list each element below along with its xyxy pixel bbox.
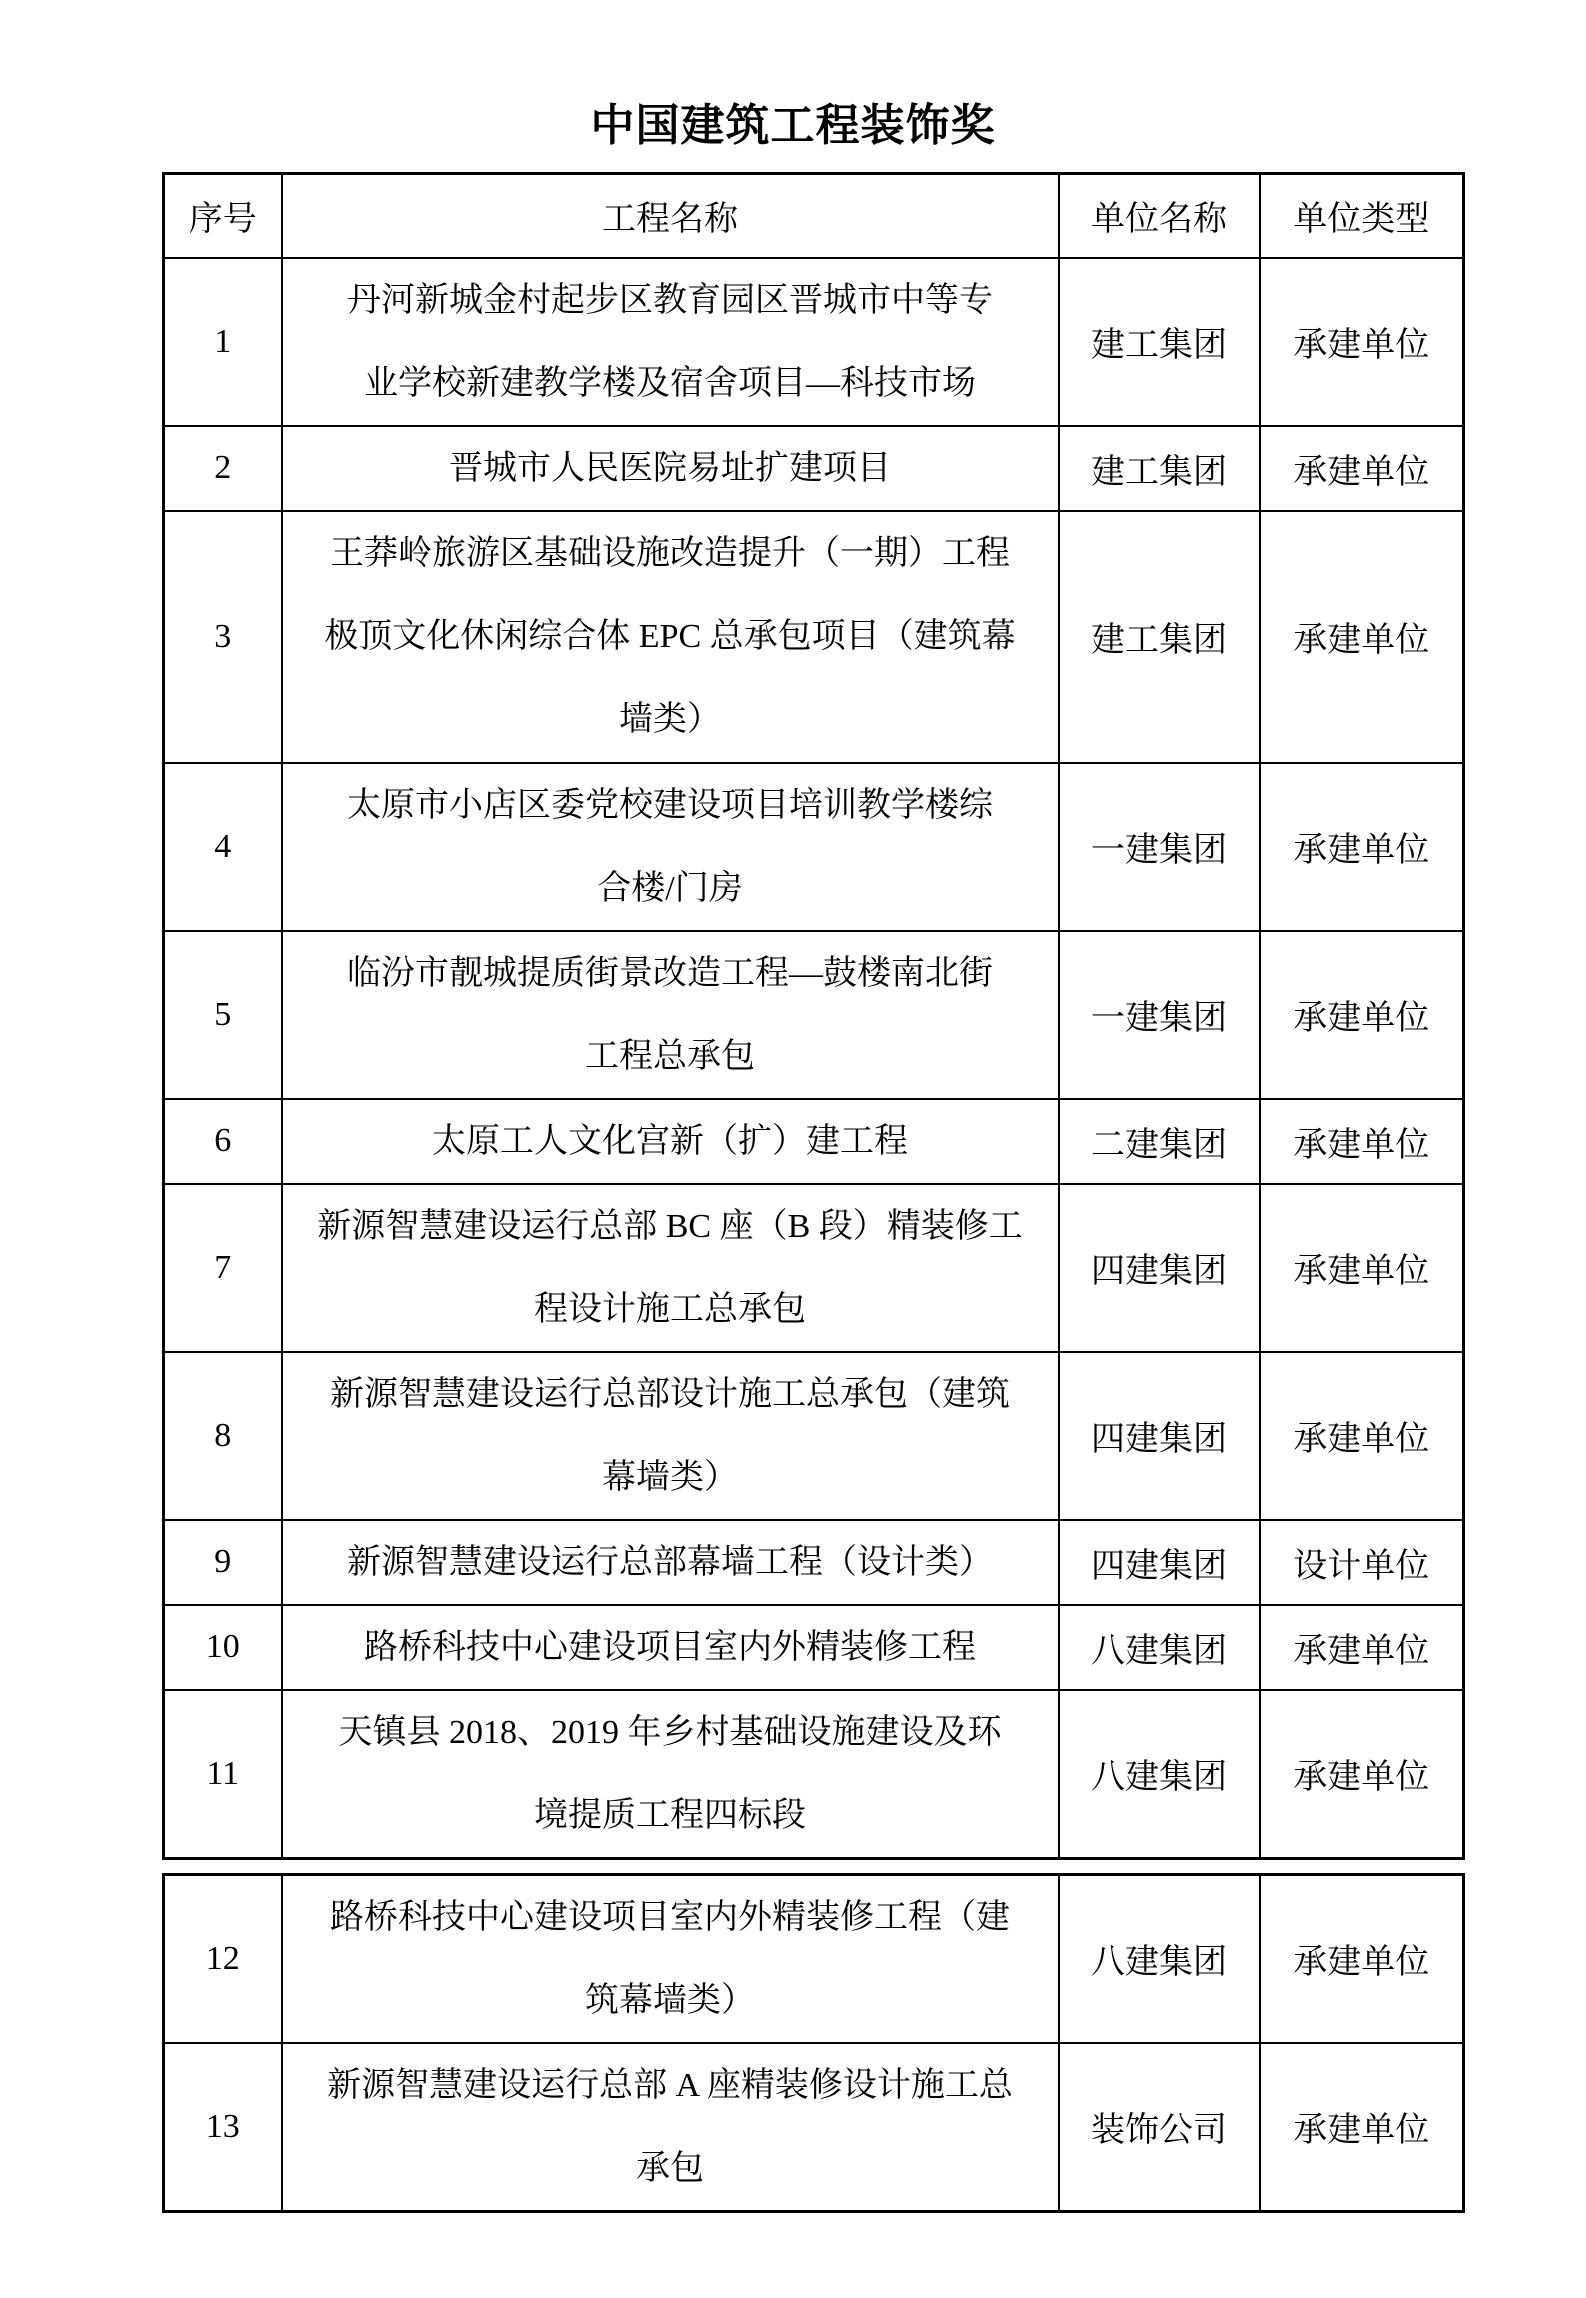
unit-name-cell: 四建集团	[1059, 1184, 1260, 1352]
row-index: 1	[214, 322, 232, 360]
project-name-cell	[282, 426, 1059, 511]
project-name-line: 晋城市人民医院易址扩建项目	[449, 449, 891, 487]
unit-name-cell: 建工集团	[1059, 258, 1260, 426]
unit-type-cell: 承建单位	[1260, 511, 1464, 763]
project-name-line: 墙类）	[619, 701, 721, 738]
row-index: 11	[206, 1754, 240, 1792]
unit-name-cell: 八建集团	[1059, 1605, 1260, 1690]
unit-name-cell: 四建集团	[1059, 1520, 1260, 1605]
project-name-line: 承包	[636, 2149, 704, 2187]
unit-name-cell: 一建集团	[1059, 931, 1260, 1099]
row-index-cell	[164, 931, 282, 1099]
table-row	[164, 1605, 1464, 1690]
awards-table-part-2	[162, 1873, 1465, 2213]
page-title: 中国建筑工程装饰奖	[590, 100, 996, 151]
table-row	[164, 258, 1464, 426]
row-index: 12	[205, 1939, 240, 1977]
table-body-part-1	[164, 258, 1464, 1859]
unit-type-cell: 承建单位	[1260, 1690, 1464, 1859]
project-name-line: 路桥科技中心建设项目室内外精装修工程	[364, 1628, 976, 1666]
row-index-cell	[164, 1605, 282, 1690]
unit-name-cell: 二建集团	[1059, 1099, 1260, 1184]
row-index-cell	[164, 1099, 282, 1184]
project-name-line: 新源智慧建设运行总部幕墙工程（设计类）	[347, 1543, 993, 1581]
project-name-cell	[282, 1099, 1059, 1184]
project-name-line: 境提质工程四标段	[534, 1796, 806, 1834]
row-index: 8	[214, 1416, 232, 1454]
header-cell-index: 序号	[164, 174, 282, 258]
project-name-cell	[282, 1520, 1059, 1605]
unit-type-cell: 承建单位	[1260, 1099, 1464, 1184]
table-row	[164, 1874, 1464, 2043]
row-index-cell	[164, 1184, 282, 1352]
unit-type-cell: 承建单位	[1260, 1184, 1464, 1352]
project-name-cell	[282, 763, 1059, 931]
table-row	[164, 1352, 1464, 1520]
unit-type-cell: 承建单位	[1260, 763, 1464, 931]
row-index: 3	[214, 617, 232, 655]
project-name-line: 新源智慧建设运行总部设计施工总承包（建筑	[330, 1375, 1010, 1413]
project-name-cell	[282, 1184, 1059, 1352]
unit-type-cell: 承建单位	[1260, 258, 1464, 426]
project-name-line: 新源智慧建设运行总部 BC 座（B 段）精装修工	[317, 1207, 1023, 1245]
project-name-cell	[282, 931, 1059, 1099]
row-index-cell	[164, 1352, 282, 1520]
row-index-cell	[164, 1874, 282, 2043]
project-name-line: 程设计施工总承包	[534, 1290, 806, 1328]
project-name-line: 新源智慧建设运行总部 A 座精装修设计施工总	[327, 2066, 1013, 2104]
unit-type-cell: 承建单位	[1260, 931, 1464, 1099]
project-name-line: 丹河新城金村起步区教育园区晋城市中等专	[347, 281, 993, 319]
table-row	[164, 511, 1464, 763]
row-index: 13	[205, 2107, 240, 2145]
project-name-line: 合楼/门房	[597, 869, 743, 907]
project-name-line: 幕墙类）	[602, 1458, 738, 1496]
unit-name-cell: 八建集团	[1059, 1690, 1260, 1859]
project-name-cell	[282, 511, 1059, 763]
row-index: 4	[214, 827, 232, 865]
row-index: 7	[214, 1248, 232, 1286]
row-index: 5	[214, 995, 232, 1033]
project-name-cell	[282, 1690, 1059, 1859]
project-name-cell	[282, 1352, 1059, 1520]
table-row	[164, 1690, 1464, 1859]
project-name-cell	[282, 258, 1059, 426]
project-name-line: 筑幕墙类）	[585, 1981, 755, 2019]
unit-type-cell: 设计单位	[1260, 1520, 1464, 1605]
header-cell-unit-name: 单位名称	[1059, 174, 1260, 258]
row-index-cell	[164, 1690, 282, 1859]
project-name-line: 路桥科技中心建设项目室内外精装修工程（建	[330, 1898, 1010, 1936]
project-name-line: 业学校新建教学楼及宿舍项目—科技市场	[364, 364, 976, 402]
table-row	[164, 931, 1464, 1099]
row-index-cell	[164, 258, 282, 426]
header-cell-project-name: 工程名称	[282, 174, 1059, 258]
project-name-line: 极顶文化休闲综合体 EPC 总承包项目（建筑幕	[324, 618, 1016, 655]
unit-name-cell: 建工集团	[1059, 426, 1260, 511]
table-row	[164, 1184, 1464, 1352]
project-name-line: 天镇县 2018、2019 年乡村基础设施建设及环	[338, 1713, 1002, 1751]
row-index: 10	[205, 1628, 240, 1665]
unit-type-cell: 承建单位	[1260, 1605, 1464, 1690]
unit-name-cell: 建工集团	[1059, 511, 1260, 763]
table-row	[164, 763, 1464, 931]
row-index-cell	[164, 2043, 282, 2212]
awards-table-part-1	[162, 172, 1465, 1860]
unit-type-cell: 承建单位	[1260, 1352, 1464, 1520]
project-name-line: 太原工人文化宫新（扩）建工程	[432, 1122, 908, 1160]
unit-name-cell: 装饰公司	[1059, 2043, 1260, 2212]
row-index-cell	[164, 511, 282, 763]
project-name-line: 太原市小店区委党校建设项目培训教学楼综	[347, 786, 993, 824]
table-body-part-2	[164, 1874, 1464, 2211]
unit-name-cell: 四建集团	[1059, 1352, 1260, 1520]
unit-type-cell: 承建单位	[1260, 426, 1464, 511]
row-index: 9	[214, 1543, 232, 1580]
project-name-cell	[282, 1874, 1059, 2043]
project-name-line: 王莽岭旅游区基础设施改造提升（一期）工程	[330, 535, 1010, 572]
unit-type-cell: 承建单位	[1260, 1874, 1464, 2043]
table-header-row	[164, 174, 1464, 258]
unit-name-cell: 一建集团	[1059, 763, 1260, 931]
project-name-line: 临汾市靓城提质街景改造工程—鼓楼南北街	[347, 954, 993, 992]
row-index: 6	[214, 1122, 232, 1159]
unit-type-cell: 承建单位	[1260, 2043, 1464, 2212]
row-index-cell	[164, 426, 282, 511]
project-name-cell	[282, 1605, 1059, 1690]
project-name-cell	[282, 2043, 1059, 2212]
table-row	[164, 426, 1464, 511]
project-name-line: 工程总承包	[585, 1037, 755, 1075]
table-row	[164, 1099, 1464, 1184]
unit-name-cell: 八建集团	[1059, 1874, 1260, 2043]
table-row	[164, 1520, 1464, 1605]
row-index: 2	[214, 449, 232, 486]
header-cell-unit-type: 单位类型	[1260, 174, 1464, 258]
row-index-cell	[164, 763, 282, 931]
row-index-cell	[164, 1520, 282, 1605]
table-row	[164, 2043, 1464, 2212]
